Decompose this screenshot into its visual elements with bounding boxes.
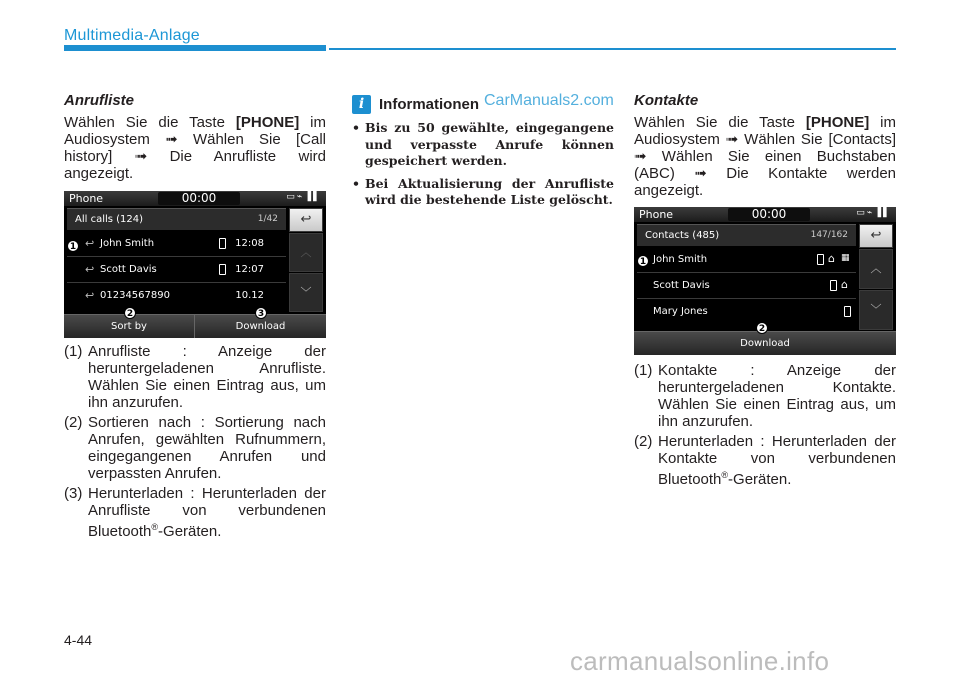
info-bullet: • Bei Aktualisierung der Anrufliste wird die bestehende Liste gelöscht. [352,175,614,207]
legend-item: (1) Kontakte : Anzeige der heruntergeladenen Kontakte. Wählen Sie einen Eintrag aus, um ihn anzurufen. [634,362,896,430]
home-icon: ⌂ [841,278,848,291]
bottom-menu [64,314,326,338]
info-bullet: • Bis zu 50 gewählte, eingegangene und verpasste Anrufe können gespeichert werden. [352,120,614,168]
phone-key: [PHONE] [235,114,300,131]
chevron-down-icon: ﹀ [870,303,882,316]
phone-device-icon [219,264,226,275]
call-row[interactable]: ↩ 01234567890 10.12 [85,289,264,302]
back-arrow-icon: ↩ [870,228,882,243]
contact-row[interactable]: Mary Jones [637,300,856,325]
chevron-up-icon: ︿ [870,262,882,275]
call-history-screen [64,191,326,338]
sort-by-button[interactable]: Sort by [64,315,195,338]
contact-row[interactable]: Scott Davis ⌂ [637,274,856,299]
call-icon: ↩ [85,263,95,276]
clock: 00:00 [728,208,810,221]
contact-row[interactable]: John Smith ⌂ ▦ [637,248,856,273]
callout-badge: 2 [756,322,768,334]
back-button[interactable] [859,224,893,248]
scroll-up-button[interactable] [859,249,893,289]
watermark-top: CarManuals2.com [484,92,614,109]
scroll-down-button[interactable] [859,290,893,330]
office-icon: ▦ [841,253,850,263]
call-icon: ↩ [85,237,95,250]
chevron-up-icon: ︿ [300,246,312,259]
watermark-bottom: carmanualsonline.info [570,646,830,676]
contacts-screen [634,207,896,355]
info-icon: i [352,95,371,114]
home-icon: ⌂ [828,252,835,265]
page-number: 4-44 [64,632,93,648]
download-button[interactable]: Download [235,321,286,332]
legend-item: (1) Anrufliste : Anzeige der heruntergeladenen Anrufliste. Wählen Sie einen Eintrag aus, um ihn anzurufen. [64,343,326,411]
status-bar [64,191,326,206]
callout-badge: 1 [637,255,649,267]
phone-device-icon [830,280,837,291]
list-header [637,224,856,246]
status-icons: ▭⌁▐▌ [286,192,322,202]
callout-badge: 1 [67,240,79,252]
chevron-down-icon: ﹀ [300,286,312,299]
header-rule-thin [329,48,896,50]
page-indicator: 147/162 [810,230,848,240]
legend-item: (3) Herunterladen : Herunterladen der Anrufliste von verbundenen Bluetooth®-Geräten. [64,485,326,540]
callout-badge: 2 [124,307,136,319]
phone-device-icon [844,306,851,317]
legend-item: (2) Herunterladen : Herunterladen der Kontakte von verbundenen Bluetooth®-Geräten. [634,433,896,488]
phone-key: [PHONE] [805,114,870,131]
status-icons: ▭⌁▐▌ [856,208,892,218]
scroll-down-button[interactable] [289,273,323,312]
clock: 00:00 [158,192,240,205]
call-icon: ↩ [85,289,95,302]
phone-device-icon [219,238,226,249]
back-arrow-icon: ↩ [300,212,312,227]
scroll-up-button[interactable] [289,233,323,272]
section-kontakte [634,92,896,491]
info-bullets [352,120,614,209]
kontakte-legend [634,362,896,488]
call-row[interactable]: ↩ John Smith 12:08 [67,232,286,257]
status-bar [634,207,896,222]
header-title: Multimedia-Anlage [64,27,200,44]
header-rule-thick [64,45,326,51]
section-title: Anrufliste [64,92,135,109]
app-title: Phone [69,192,104,205]
app-title: Phone [639,208,674,221]
intro-text: Wählen Sie die Taste [PHONE] im Audiosystem ➟ Wählen Sie [Call history] ➟ Die Anrufliste wird angezeigt. [64,114,326,182]
legend-item: (2) Sortieren nach : Sortierung nach Anrufen, gewählten Rufnummern, eingegangenen Anrufen und verpassten Anrufen. [64,414,326,482]
anruf-legend [64,343,326,540]
back-button[interactable] [289,208,323,232]
bottom-menu [634,331,896,355]
section-anrufliste [64,92,326,543]
call-row[interactable]: ↩ Scott Davis 12:07 [67,258,286,283]
intro-text: Wählen Sie die Taste [PHONE] im Audiosystem ➟ Wählen Sie [Contacts] ➟ Wählen Sie einen Buchstaben (ABC) ➟ Die Kontakte werden angezeigt. [634,114,896,199]
callout-badge: 3 [255,307,267,319]
section-title: Kontakte [634,92,699,109]
phone-device-icon [817,254,824,265]
info-title: Informationen [379,96,479,113]
list-label: All calls (124) [75,214,144,225]
page-indicator: 1/42 [257,214,278,224]
list-header [67,208,286,230]
download-button[interactable]: Download [740,338,790,349]
list-label: Contacts (485) [645,230,720,241]
info-box [352,92,614,215]
